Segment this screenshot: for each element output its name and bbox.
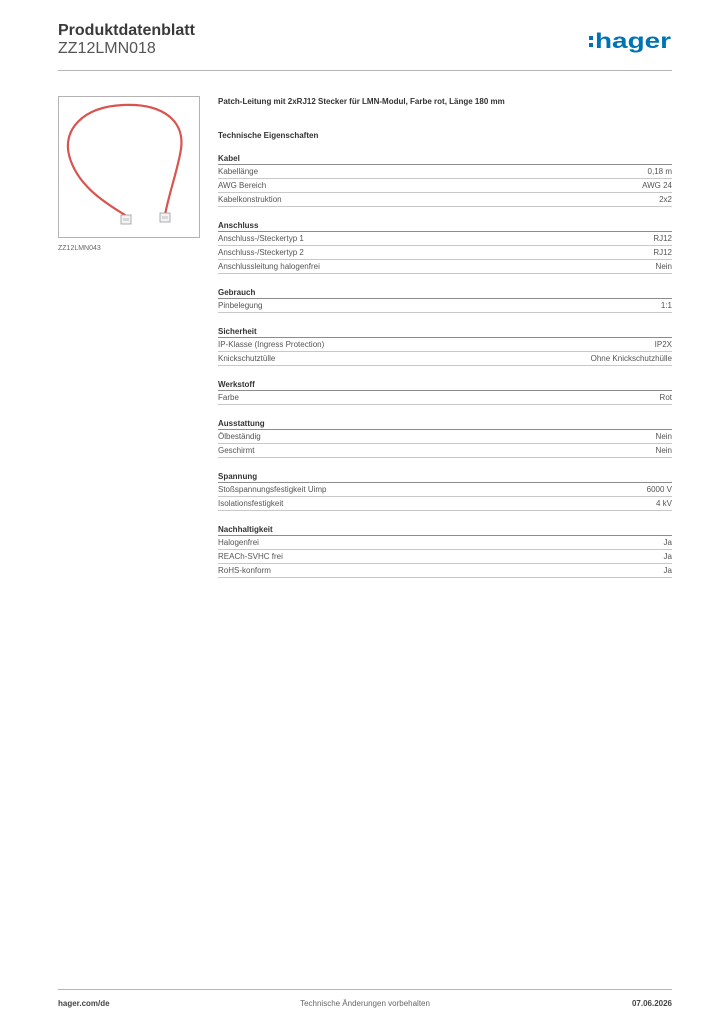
cable-wire xyxy=(68,105,182,215)
spec-label: Kabellänge xyxy=(218,167,259,176)
spec-row xyxy=(218,430,672,444)
product-image xyxy=(58,96,200,238)
spec-value: AWG 24 xyxy=(642,181,672,190)
spec-label: IP-Klasse (Ingress Protection) xyxy=(218,340,325,349)
connector-right xyxy=(160,213,170,222)
spec-value: RJ12 xyxy=(653,248,672,257)
product-content xyxy=(218,96,672,591)
page-footer xyxy=(58,989,672,1014)
section-title: Kabel xyxy=(218,153,672,165)
spec-value: Ja xyxy=(663,566,672,575)
spec-label: Geschirmt xyxy=(218,446,255,455)
spec-section xyxy=(218,471,672,511)
spec-row xyxy=(218,564,672,578)
footer-notice: Technische Änderungen vorbehalten xyxy=(300,999,430,1008)
logo-text: hager xyxy=(595,30,671,53)
spec-row xyxy=(218,260,672,274)
footer-website: hager.com/de xyxy=(58,999,110,1008)
spec-label: Anschlussleitung halogenfrei xyxy=(218,262,320,271)
spec-value: 1:1 xyxy=(660,301,672,310)
spec-row xyxy=(218,497,672,511)
spec-row xyxy=(218,352,672,366)
spec-value: RJ12 xyxy=(653,234,672,243)
spec-row xyxy=(218,193,672,207)
spec-section xyxy=(218,524,672,578)
section-title: Werkstoff xyxy=(218,379,672,391)
page-header xyxy=(58,20,672,71)
spec-label: Kabelkonstruktion xyxy=(218,195,282,204)
spec-section xyxy=(218,220,672,274)
image-caption: ZZ12LMN043 xyxy=(58,245,101,252)
spec-value: Ja xyxy=(663,552,672,561)
spec-row xyxy=(218,232,672,246)
spec-row xyxy=(218,165,672,179)
hager-logo xyxy=(588,29,672,53)
spec-value: Nein xyxy=(655,432,672,441)
spec-label: Pinbelegung xyxy=(218,301,263,310)
spec-section xyxy=(218,418,672,458)
spec-row xyxy=(218,444,672,458)
spec-row xyxy=(218,391,672,405)
section-title: Nachhaltigkeit xyxy=(218,524,672,536)
document-title: Produktdatenblatt xyxy=(58,22,195,39)
spec-section xyxy=(218,326,672,366)
spec-section xyxy=(218,287,672,313)
spec-label: Farbe xyxy=(218,393,239,402)
logo-dot-top xyxy=(589,36,593,40)
spec-section xyxy=(218,153,672,207)
spec-row xyxy=(218,550,672,564)
spec-value: 0,18 m xyxy=(647,167,672,176)
properties-sections xyxy=(218,153,672,578)
spec-label: Anschluss-/Steckertyp 2 xyxy=(218,248,304,257)
spec-label: Ölbeständig xyxy=(218,432,261,441)
spec-label: Stoßspannungsfestigkeit Uimp xyxy=(218,485,327,494)
logo-dot-bottom xyxy=(589,43,593,47)
footer-date: 07.06.2026 xyxy=(631,999,672,1008)
spec-value: 2x2 xyxy=(659,195,672,204)
spec-label: RoHS-konform xyxy=(218,566,271,575)
connector-left xyxy=(121,215,131,224)
product-code: ZZ12LMN018 xyxy=(58,40,156,57)
spec-value: 4 kV xyxy=(655,499,672,508)
spec-value: Ja xyxy=(663,538,672,547)
spec-label: Halogenfrei xyxy=(218,538,259,547)
spec-value: Ohne Knickschutzhülle xyxy=(590,354,672,363)
section-title: Sicherheit xyxy=(218,326,672,338)
spec-value: Nein xyxy=(655,446,672,455)
spec-row xyxy=(218,338,672,352)
spec-value: Rot xyxy=(659,393,672,402)
spec-value: 6000 V xyxy=(646,485,672,494)
section-title: Gebrauch xyxy=(218,287,672,299)
spec-label: Anschluss-/Steckertyp 1 xyxy=(218,234,304,243)
spec-row xyxy=(218,536,672,550)
spec-section xyxy=(218,379,672,405)
spec-label: Isolationsfestigkeit xyxy=(218,499,284,508)
spec-row xyxy=(218,179,672,193)
section-title: Ausstattung xyxy=(218,418,672,430)
product-description: Patch-Leitung mit 2xRJ12 Stecker für LMN-Modul, Farbe rot, Länge 180 mm xyxy=(218,97,505,106)
technical-properties-heading: Technische Eigenschaften xyxy=(218,131,319,140)
spec-value: IP2X xyxy=(654,340,672,349)
cable-illustration xyxy=(59,97,199,237)
spec-row xyxy=(218,246,672,260)
spec-label: AWG Bereich xyxy=(218,181,267,190)
spec-label: REACh-SVHC frei xyxy=(218,552,283,561)
spec-label: Knickschutztülle xyxy=(218,354,276,363)
spec-value: Nein xyxy=(655,262,672,271)
section-title: Spannung xyxy=(218,471,672,483)
spec-row xyxy=(218,483,672,497)
spec-row xyxy=(218,299,672,313)
section-title: Anschluss xyxy=(218,220,672,232)
